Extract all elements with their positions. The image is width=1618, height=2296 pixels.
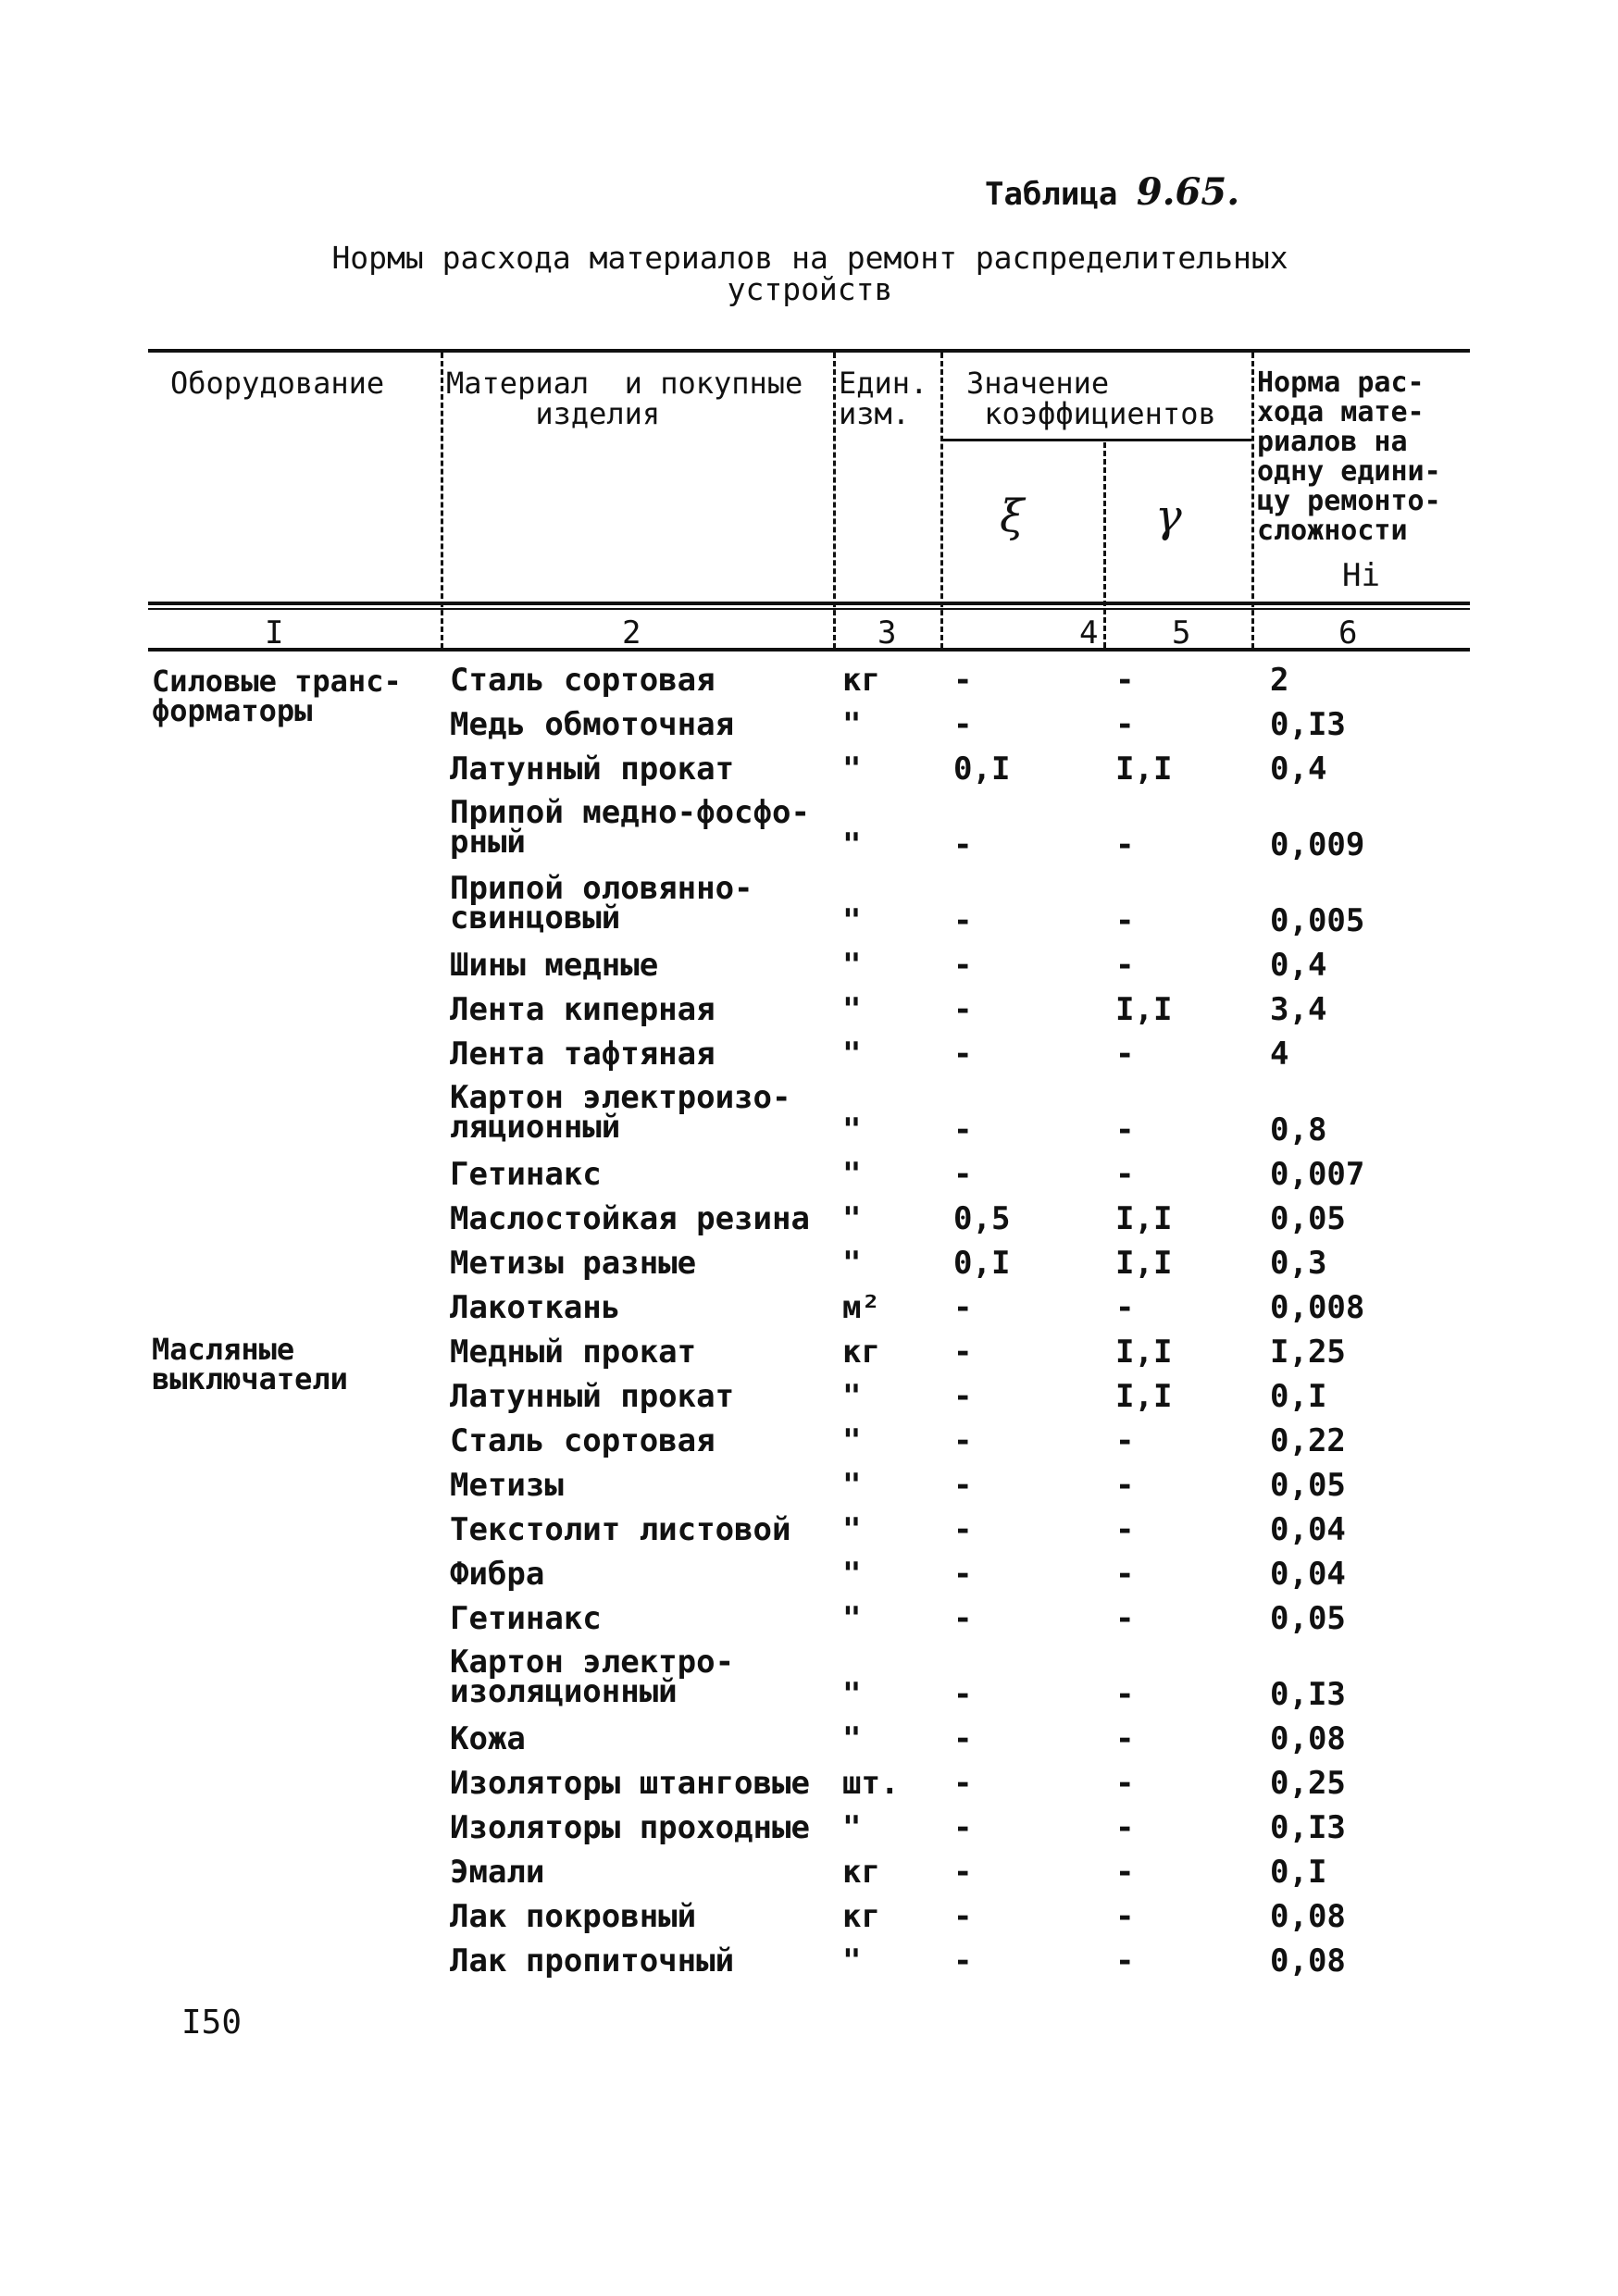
column-number: 3 xyxy=(877,614,897,652)
gamma-cell: - xyxy=(1115,1676,1135,1713)
table-label: Таблица xyxy=(985,176,1118,213)
gamma-cell: - xyxy=(1115,1111,1135,1148)
header-norm-symbol: Hi xyxy=(1342,557,1380,594)
unit-cell: " xyxy=(842,1720,862,1757)
unit-cell: " xyxy=(842,1556,862,1593)
material-cell: Маслостойкая резина xyxy=(450,1200,810,1237)
xi-cell: - xyxy=(953,662,973,699)
material-cell: Картон электроизо- ляционный xyxy=(450,1079,791,1146)
unit-cell: " xyxy=(842,991,862,1028)
material-cell: Лакоткань xyxy=(450,1289,621,1326)
gamma-cell: - xyxy=(1115,1422,1135,1459)
xi-cell: - xyxy=(953,1156,973,1193)
xi-cell: - xyxy=(953,1334,973,1371)
material-cell: Медь обмоточная xyxy=(450,706,735,743)
table-number-value: 9.65. xyxy=(1136,170,1240,214)
unit-cell: " xyxy=(842,1036,862,1073)
norm-cell: 0,4 xyxy=(1270,947,1327,984)
gamma-cell: - xyxy=(1115,826,1135,863)
header-material: Материал и покупные изделия xyxy=(446,366,803,431)
norm-cell: 0,04 xyxy=(1270,1556,1346,1593)
material-cell: Шины медные xyxy=(450,947,659,984)
material-cell: Лента тафтяная xyxy=(450,1036,716,1073)
gamma-cell: - xyxy=(1115,1854,1135,1891)
gamma-cell: - xyxy=(1115,706,1135,743)
table-number xyxy=(985,170,1239,214)
material-cell: Латунный прокат xyxy=(450,1378,735,1415)
unit-cell: " xyxy=(842,1600,862,1637)
gamma-cell: - xyxy=(1115,1720,1135,1757)
header-bottom-rule-thin xyxy=(148,608,1470,610)
column-divider xyxy=(1251,353,1254,649)
unit-cell: " xyxy=(842,1942,862,1980)
xi-cell: - xyxy=(953,1556,973,1593)
material-cell: Медный прокат xyxy=(450,1334,697,1371)
norm-cell: 0,05 xyxy=(1270,1467,1346,1504)
unit-cell: кг xyxy=(842,1898,880,1935)
column-number: I xyxy=(265,614,284,652)
material-cell: Изоляторы проходные xyxy=(450,1809,810,1846)
unit-cell: " xyxy=(842,902,862,939)
xi-cell: 0,I xyxy=(953,751,1011,788)
unit-cell: " xyxy=(842,1111,862,1148)
norm-cell: 2 xyxy=(1270,662,1289,699)
xi-cell: - xyxy=(953,1720,973,1757)
gamma-cell: - xyxy=(1115,1765,1135,1802)
header-gamma: γ xyxy=(1155,490,1182,542)
material-cell: Лак пропиточный xyxy=(450,1942,735,1980)
norm-cell: 0,009 xyxy=(1270,826,1365,863)
unit-cell: " xyxy=(842,1422,862,1459)
xi-cell: - xyxy=(953,826,973,863)
unit-cell: шт. xyxy=(842,1765,900,1802)
column-number: 5 xyxy=(1172,614,1191,652)
gamma-cell: I,I xyxy=(1115,1200,1173,1237)
xi-cell: - xyxy=(953,1898,973,1935)
column-divider xyxy=(441,353,443,649)
xi-cell: - xyxy=(953,1422,973,1459)
gamma-cell: - xyxy=(1115,662,1135,699)
unit-cell: " xyxy=(842,826,862,863)
unit-cell: " xyxy=(842,1245,862,1282)
unit-cell: " xyxy=(842,1200,862,1237)
gamma-cell: - xyxy=(1115,1156,1135,1193)
material-cell: Припой медно-фосфо- рный xyxy=(450,794,810,861)
group-oil-circuit-breakers: Масляные выключатели xyxy=(152,1332,348,1396)
material-cell: Гетинакс xyxy=(450,1600,602,1637)
xi-cell: - xyxy=(953,947,973,984)
xi-cell: - xyxy=(953,1036,973,1073)
table-title xyxy=(278,242,1342,305)
unit-cell: м² xyxy=(842,1289,880,1326)
xi-cell: - xyxy=(953,1854,973,1891)
gamma-cell: - xyxy=(1115,1600,1135,1637)
norm-cell: 0,22 xyxy=(1270,1422,1346,1459)
norm-cell: 0,08 xyxy=(1270,1720,1346,1757)
column-numbers-rule xyxy=(148,648,1470,652)
header-top-rule xyxy=(148,349,1470,353)
unit-cell: " xyxy=(842,706,862,743)
gamma-cell: - xyxy=(1115,1467,1135,1504)
norm-cell: 0,05 xyxy=(1270,1200,1346,1237)
norm-cell: 0,I3 xyxy=(1270,706,1346,743)
coefficients-subrule xyxy=(940,439,1251,441)
gamma-cell: I,I xyxy=(1115,1245,1173,1282)
norm-cell: 3,4 xyxy=(1270,991,1327,1028)
material-cell: Кожа xyxy=(450,1720,526,1757)
material-cell: Лента киперная xyxy=(450,991,716,1028)
column-number: 2 xyxy=(622,614,641,652)
group-power-transformers: Силовые транс- форматоры xyxy=(152,664,402,728)
page-number: I50 xyxy=(181,2004,243,2042)
xi-cell: - xyxy=(953,1511,973,1548)
header-equipment: Оборудование xyxy=(170,366,385,401)
norm-cell: 0,08 xyxy=(1270,1942,1346,1980)
unit-cell: " xyxy=(842,1156,862,1193)
gamma-cell: I,I xyxy=(1115,1334,1173,1371)
unit-cell: " xyxy=(842,1511,862,1548)
unit-cell: кг xyxy=(842,662,880,699)
norm-cell: 0,4 xyxy=(1270,751,1327,788)
norm-cell: 0,I3 xyxy=(1270,1809,1346,1846)
unit-cell: " xyxy=(842,1676,862,1713)
norm-cell: 0,008 xyxy=(1270,1289,1365,1326)
unit-cell: " xyxy=(842,1809,862,1846)
gamma-cell: - xyxy=(1115,1898,1135,1935)
unit-cell: " xyxy=(842,1467,862,1504)
column-divider xyxy=(1103,442,1106,648)
norm-cell: 4 xyxy=(1270,1036,1289,1073)
header-coefficients: Значение коэффициентов xyxy=(966,366,1216,431)
norm-cell: I,25 xyxy=(1270,1334,1346,1371)
material-cell: Лак покровный xyxy=(450,1898,697,1935)
title-line-1: Нормы расхода материалов на ремонт распределительных xyxy=(331,240,1288,276)
header-unit: Един. изм. xyxy=(839,366,928,431)
xi-cell: - xyxy=(953,1809,973,1846)
xi-cell: - xyxy=(953,1111,973,1148)
norm-cell: 0,04 xyxy=(1270,1511,1346,1548)
norm-cell: 0,05 xyxy=(1270,1600,1346,1637)
xi-cell: - xyxy=(953,902,973,939)
xi-cell: 0,I xyxy=(953,1245,1011,1282)
material-cell: Латунный прокат xyxy=(450,751,735,788)
xi-cell: - xyxy=(953,1676,973,1713)
gamma-cell: I,I xyxy=(1115,1378,1173,1415)
norm-cell: 0,I xyxy=(1270,1854,1327,1891)
material-cell: Сталь сортовая xyxy=(450,662,716,699)
norm-cell: 0,08 xyxy=(1270,1898,1346,1935)
gamma-cell: I,I xyxy=(1115,751,1173,788)
norm-cell: 0,I3 xyxy=(1270,1676,1346,1713)
material-cell: Фибра xyxy=(450,1556,545,1593)
gamma-cell: - xyxy=(1115,902,1135,939)
unit-cell: " xyxy=(842,751,862,788)
material-cell: Текстолит листовой xyxy=(450,1511,791,1548)
xi-cell: - xyxy=(953,706,973,743)
gamma-cell: - xyxy=(1115,1036,1135,1073)
gamma-cell: - xyxy=(1115,1556,1135,1593)
gamma-cell: - xyxy=(1115,1942,1135,1980)
material-cell: Метизы xyxy=(450,1467,564,1504)
xi-cell: - xyxy=(953,1289,973,1326)
material-cell: Метизы разные xyxy=(450,1245,697,1282)
xi-cell: - xyxy=(953,1378,973,1415)
material-cell: Сталь сортовая xyxy=(450,1422,716,1459)
xi-cell: - xyxy=(953,1600,973,1637)
material-cell: Изоляторы штанговые xyxy=(450,1765,810,1802)
unit-cell: " xyxy=(842,947,862,984)
column-divider xyxy=(833,353,836,649)
unit-cell: кг xyxy=(842,1334,880,1371)
norm-cell: 0,3 xyxy=(1270,1245,1327,1282)
gamma-cell: I,I xyxy=(1115,991,1173,1028)
norm-cell: 0,007 xyxy=(1270,1156,1365,1193)
norm-cell: 0,8 xyxy=(1270,1111,1327,1148)
xi-cell: - xyxy=(953,1467,973,1504)
xi-cell: 0,5 xyxy=(953,1200,1011,1237)
gamma-cell: - xyxy=(1115,1289,1135,1326)
norm-cell: 0,25 xyxy=(1270,1765,1346,1802)
gamma-cell: - xyxy=(1115,1809,1135,1846)
material-cell: Картон электро- изоляционный xyxy=(450,1644,735,1710)
material-cell: Гетинакс xyxy=(450,1156,602,1193)
gamma-cell: - xyxy=(1115,947,1135,984)
header-xi: ξ xyxy=(1000,490,1025,542)
column-number: 6 xyxy=(1338,614,1358,652)
header-bottom-rule xyxy=(148,602,1470,605)
column-divider xyxy=(940,353,943,649)
title-line-2: устройств xyxy=(727,271,893,307)
xi-cell: - xyxy=(953,1765,973,1802)
column-number: 4 xyxy=(1079,614,1099,652)
xi-cell: - xyxy=(953,991,973,1028)
header-norm: Норма рас- хода мате- риалов на одну едини- цу ремонто- сложности xyxy=(1257,366,1441,547)
norm-cell: 0,005 xyxy=(1270,902,1365,939)
norm-cell: 0,I xyxy=(1270,1378,1327,1415)
unit-cell: кг xyxy=(842,1854,880,1891)
unit-cell: " xyxy=(842,1378,862,1415)
xi-cell: - xyxy=(953,1942,973,1980)
gamma-cell: - xyxy=(1115,1511,1135,1548)
material-cell: Эмали xyxy=(450,1854,545,1891)
material-cell: Припой оловянно- свинцовый xyxy=(450,870,753,937)
